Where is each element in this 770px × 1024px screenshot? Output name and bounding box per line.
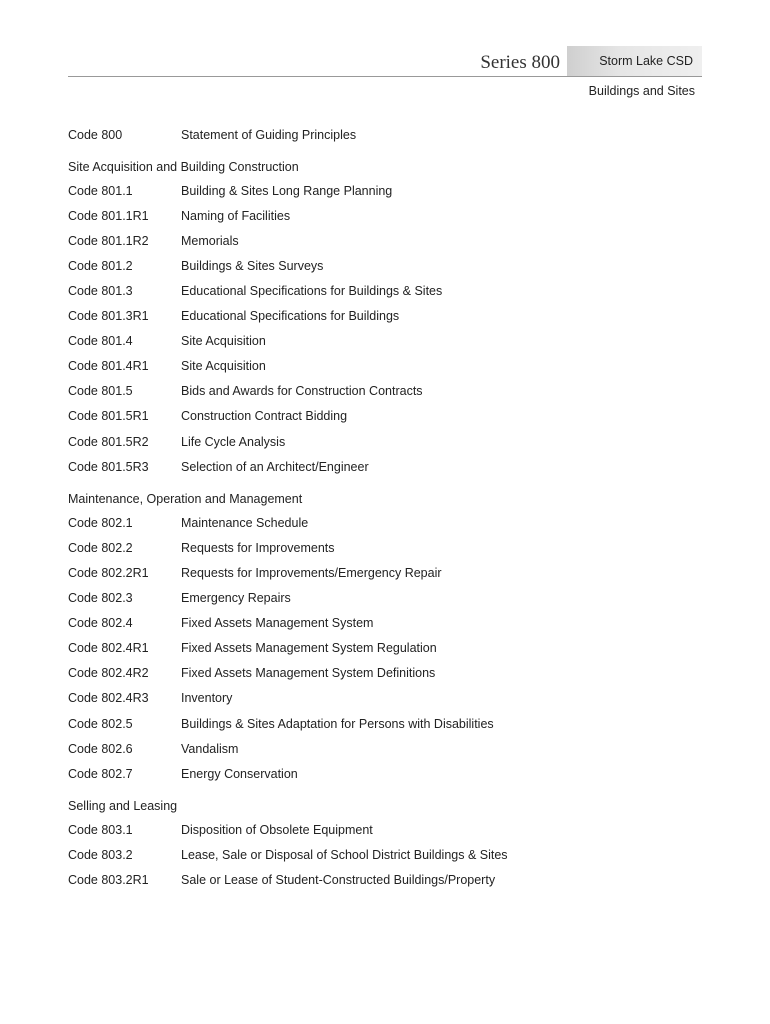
policy-row <box>68 354 708 379</box>
district-name-box <box>567 46 702 76</box>
policy-row <box>68 535 708 560</box>
policy-row <box>68 711 708 736</box>
policy-row <box>68 253 708 278</box>
policy-code: Code 801.1 <box>68 183 133 198</box>
policy-title: Statement of Guiding Principles <box>181 127 357 142</box>
policy-code: Code 801.5R1 <box>68 409 149 424</box>
policy-row <box>68 404 708 429</box>
policy-code: Code 802.2R1 <box>68 565 149 580</box>
policy-row <box>68 817 708 842</box>
policy-title: Maintenance Schedule <box>181 515 309 530</box>
policy-code: Code 803.2R1 <box>68 872 149 887</box>
policy-row <box>68 278 708 303</box>
policy-row <box>68 586 708 611</box>
policy-title: Requests for Improvements/Emergency Repair <box>181 565 442 580</box>
policy-title: Buildings & Sites Adaptation for Persons with Disabilities <box>181 716 494 731</box>
policy-code: Code 801.5R3 <box>68 459 149 474</box>
policy-code: Code 801.3R1 <box>68 309 149 324</box>
policy-row <box>68 661 708 686</box>
policy-title: Site Acquisition <box>181 334 266 349</box>
policy-title: Buildings & Sites Surveys <box>181 258 324 273</box>
policy-code: Code 802.4R3 <box>68 691 149 706</box>
policy-title: Fixed Assets Management System Regulation <box>181 641 437 656</box>
policy-row <box>68 611 708 636</box>
policy-title: Construction Contract Bidding <box>181 409 348 424</box>
policy-title: Requests for Improvements <box>181 540 335 555</box>
policy-title: Fixed Assets Management System Definitions <box>181 666 436 681</box>
policy-code: Code 802.4 <box>68 616 133 631</box>
policy-row <box>68 228 708 253</box>
policy-code: Code 802.6 <box>68 741 133 756</box>
policy-title: Fixed Assets Management System <box>181 616 374 631</box>
policy-row <box>68 842 708 867</box>
section-heading: Maintenance, Operation and Management <box>68 492 303 507</box>
policy-row <box>68 686 708 711</box>
series-subtitle: Buildings and Sites <box>588 84 695 98</box>
policy-title: Lease, Sale or Disposal of School District Buildings & Sites <box>181 847 508 862</box>
policy-code: Code 800 <box>68 127 123 142</box>
policy-title: Energy Conservation <box>181 766 298 781</box>
policy-code: Code 803.2 <box>68 847 133 862</box>
policy-row <box>68 379 708 404</box>
policy-title: Sale or Lease of Student-Constructed Buildings/Property <box>181 872 496 887</box>
district-name: Storm Lake CSD <box>599 54 693 68</box>
policy-title: Building & Sites Long Range Planning <box>181 183 393 198</box>
policy-code: Code 801.5 <box>68 384 133 399</box>
policy-code: Code 801.4 <box>68 334 133 349</box>
policy-code: Code 801.2 <box>68 258 133 273</box>
policy-row <box>68 736 708 761</box>
section-heading: Site Acquisition and Building Construction <box>68 160 299 175</box>
policy-code: Code 802.3 <box>68 591 133 606</box>
policy-row <box>68 454 708 479</box>
policy-row <box>68 304 708 329</box>
policy-code: Code 802.1 <box>68 515 133 530</box>
policy-code: Code 801.4R1 <box>68 359 149 374</box>
policy-index <box>68 122 708 893</box>
policy-title: Memorials <box>181 233 239 248</box>
policy-code: Code 802.5 <box>68 716 133 731</box>
policy-code: Code 802.7 <box>68 766 133 781</box>
policy-title: Selection of an Architect/Engineer <box>181 459 369 474</box>
policy-row <box>68 560 708 585</box>
policy-title: Site Acquisition <box>181 359 266 374</box>
policy-title: Inventory <box>181 691 233 706</box>
policy-code: Code 801.3 <box>68 284 133 299</box>
policy-title: Educational Specifications for Buildings & Sites <box>181 284 443 299</box>
policy-code: Code 803.1 <box>68 822 133 837</box>
policy-title: Bids and Awards for Construction Contracts <box>181 384 423 399</box>
policy-code: Code 801.5R2 <box>68 434 149 449</box>
section-heading: Selling and Leasing <box>68 799 178 814</box>
policy-code: Code 801.1R1 <box>68 208 149 223</box>
series-title: Series 800 <box>480 52 560 73</box>
intro-row <box>68 122 708 147</box>
policy-title: Disposition of Obsolete Equipment <box>181 822 373 837</box>
policy-row <box>68 203 708 228</box>
policy-code: Code 802.4R2 <box>68 666 149 681</box>
policy-code: Code 802.2 <box>68 540 133 555</box>
policy-row <box>68 510 708 535</box>
policy-code: Code 802.4R1 <box>68 641 149 656</box>
policy-row <box>68 636 708 661</box>
policy-row <box>68 178 708 203</box>
policy-row <box>68 329 708 354</box>
policy-title: Vandalism <box>181 741 239 756</box>
policy-title: Life Cycle Analysis <box>181 434 286 449</box>
policy-row <box>68 867 708 892</box>
policy-title: Educational Specifications for Buildings <box>181 309 400 324</box>
policy-code: Code 801.1R2 <box>68 233 149 248</box>
policy-row <box>68 429 708 454</box>
policy-title: Emergency Repairs <box>181 591 291 606</box>
policy-title: Naming of Facilities <box>181 208 291 223</box>
header-divider <box>68 76 702 77</box>
policy-row <box>68 761 708 786</box>
